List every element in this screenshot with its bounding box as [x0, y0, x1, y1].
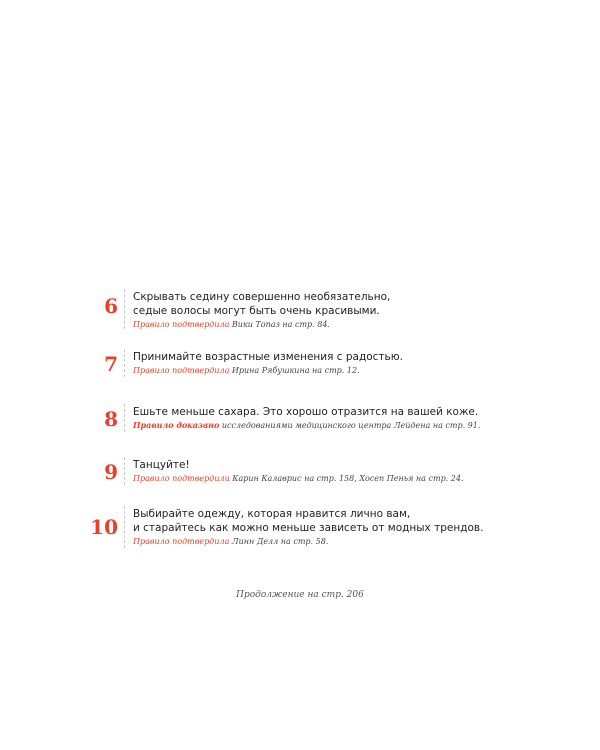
rule-body — [133, 350, 573, 376]
rule-number: 7 — [104, 352, 118, 376]
continued-note: Продолжение на стр. 206 — [236, 590, 364, 600]
rule-number: 10 — [90, 515, 118, 539]
rule-number: 8 — [104, 407, 118, 431]
rule-number: 9 — [104, 460, 118, 484]
rule-source-tag: Правило подтвердила — [133, 537, 230, 546]
rule-body — [133, 405, 573, 431]
rule-number: 6 — [104, 294, 118, 318]
rule-divider — [124, 506, 125, 548]
rule-source — [133, 420, 573, 431]
rule-source — [133, 473, 573, 484]
rule-source-text: Вики Топаз на стр. 84. — [231, 320, 330, 329]
rule-body — [133, 290, 573, 330]
rule-source-text: Ирина Рябушкина на стр. 12. — [231, 366, 360, 375]
rule-divider — [124, 404, 125, 432]
rule-source — [133, 319, 573, 330]
rule-text-line: седые волосы могут быть очень красивыми. — [133, 305, 380, 317]
rule-source-tag: Правило подтвердила — [133, 366, 230, 375]
rule-divider — [124, 457, 125, 485]
rule-source-tag: Правило подтвердили — [133, 474, 230, 483]
rule-source-text: Линн Делл на стр. 58. — [231, 537, 329, 546]
rule-source-tag: Правило доказано — [133, 420, 220, 430]
rule-source — [133, 365, 573, 376]
rule-body — [133, 507, 573, 547]
rule-source-text: исследованиями медицинского центра Лейдена на стр. 91. — [221, 421, 481, 430]
rule-text-line: Ешьте меньше сахара. Это хорошо отразится на вашей коже. — [133, 406, 479, 418]
rule-text-line: и старайтесь как можно меньше зависеть от модных трендов. — [133, 522, 484, 534]
rule-text-line: Принимайте возрастные изменения с радостью. — [133, 351, 403, 363]
rule-source-text: Карин Калаврис на стр. 158, Хосеп Пенья на стр. 24. — [232, 474, 464, 483]
rule-text-line: Скрывать седину совершенно необязательно, — [133, 291, 391, 303]
rule-divider — [124, 349, 125, 377]
rule-source — [133, 536, 573, 547]
rule-body — [133, 458, 573, 484]
rule-divider — [124, 289, 125, 329]
rule-text-line: Танцуйте! — [133, 459, 190, 471]
rule-source-tag: Правило подтвердила — [133, 320, 230, 329]
rule-text-line: Выбирайте одежду, которая нравится лично вам, — [133, 508, 411, 520]
